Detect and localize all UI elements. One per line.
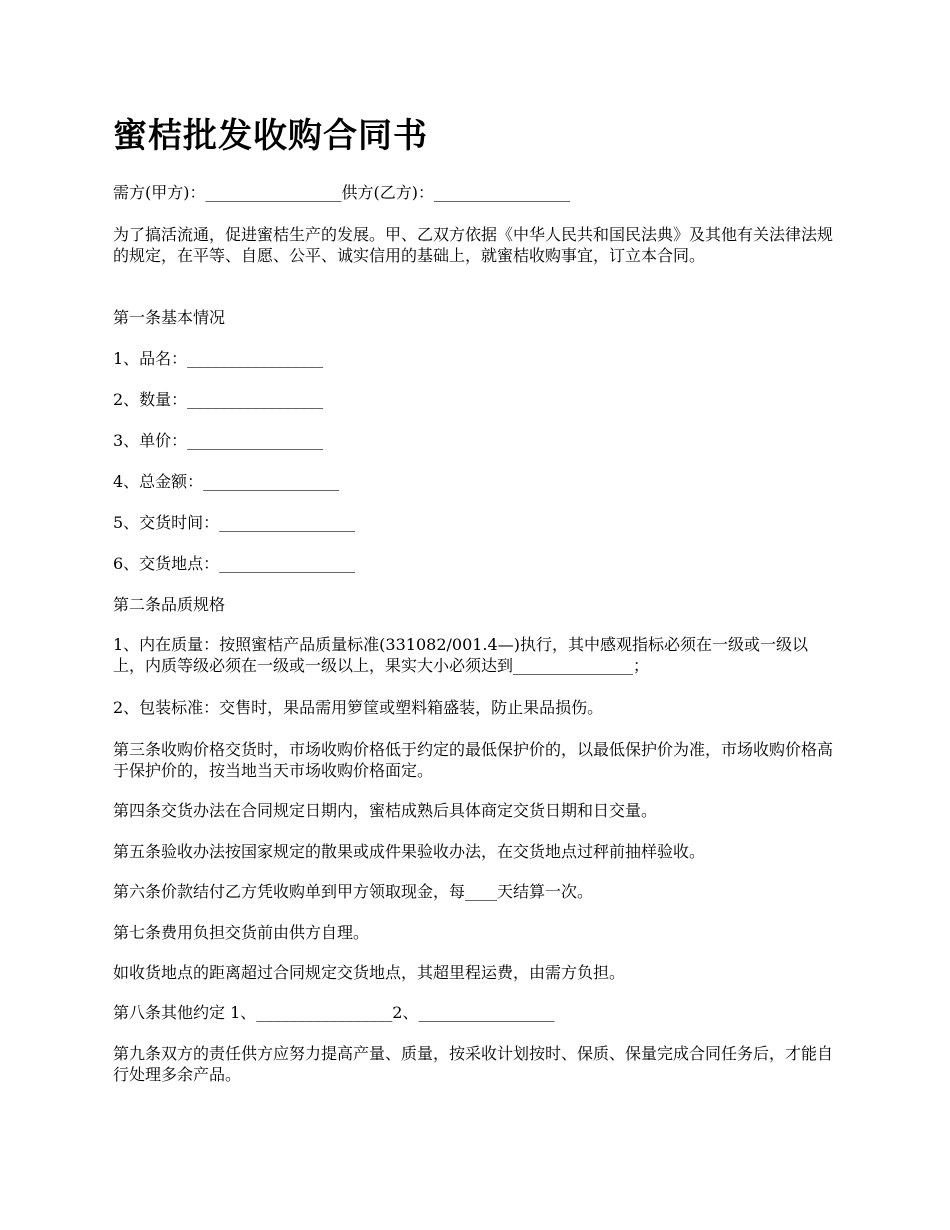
item-product-name: 1、品名：_________________ bbox=[113, 349, 324, 368]
article-5-inspection: 第五条验收办法按国家规定的散果或成件果验收办法，在交货地点过秤前抽样验收。 bbox=[113, 842, 706, 861]
packaging-clause: 2、包装标准：交售时，果品需用箩筐或塑料箱盛装，防止果品损伤。 bbox=[113, 698, 604, 717]
article-3-price: 第三条收购价格交货时，市场收购价格低于约定的最低保护价的，以最低保护价为准，市场收购价格高于保护价的，按当地当天市场收购价格面定。 bbox=[113, 740, 834, 780]
extra-freight-clause: 如收货地点的距离超过合同规定交货地点，其超里程运费，由需方负担。 bbox=[113, 963, 626, 982]
item-unit-price: 3、单价：_________________ bbox=[113, 431, 324, 450]
article-4-delivery: 第四条交货办法在合同规定日期内，蜜桔成熟后具体商定交货日期和日交量。 bbox=[113, 801, 658, 820]
article-9-responsibility: 第九条双方的责任供方应努力提高产量、质量，按采收计划按时、保质、保量完成合同任务后，才能自行处理多余产品。 bbox=[113, 1044, 834, 1084]
article-8-other: 第八条其他约定 1、_________________2、_________________ bbox=[113, 1003, 555, 1022]
article-1-heading: 第一条基本情况 bbox=[113, 308, 226, 327]
item-delivery-time: 5、交货时间：_________________ bbox=[113, 513, 356, 532]
item-delivery-place: 6、交货地点：_________________ bbox=[113, 554, 356, 573]
article-7-costs: 第七条费用负担交货前由供方自理。 bbox=[113, 923, 370, 942]
item-total-amount: 4、总金额：_________________ bbox=[113, 472, 340, 491]
quality-clause: 1、内在质量：按照蜜桔产品质量标准(331082/001.4—)执行，其中感观指标必须在一级或一级以上，内质等级必须在一级或一级以上，果实大小必须达到_______________； bbox=[113, 635, 808, 675]
article-2-heading: 第二条品质规格 bbox=[113, 595, 226, 614]
document-title: 蜜桔批发收购合同书 bbox=[113, 116, 428, 156]
preamble-paragraph: 为了搞活流通，促进蜜桔生产的发展。甲、乙双方依据《中华人民共和国民法典》及其他有关法律法规的规定，在平等、自愿、公平、诚实信用的基础上，就蜜桔收购事宜，订立本合同。 bbox=[113, 225, 834, 265]
article-6-payment: 第六条价款结付乙方凭收购单到甲方领取现金，每____天结算一次。 bbox=[113, 882, 594, 901]
parties-line: 需方(甲方)：_________________供方(乙方)：_________________ bbox=[113, 183, 570, 202]
item-quantity: 2、数量：_________________ bbox=[113, 390, 324, 409]
